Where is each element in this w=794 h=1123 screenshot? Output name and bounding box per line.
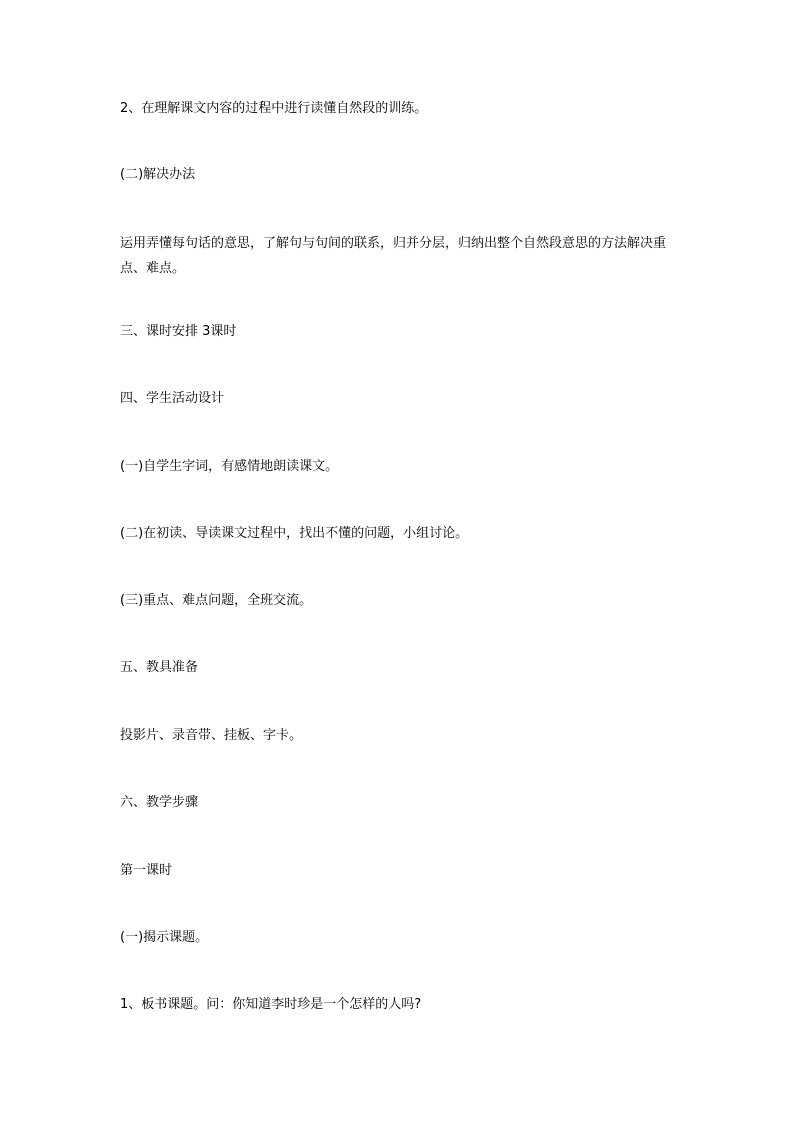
paragraph-board-title: 1、板书课题。问：你知道李时珍是一个怎样的人吗?	[120, 997, 422, 1012]
heading-teaching-steps: 六、教学步骤	[120, 795, 199, 810]
heading-first-lesson: 第一课时	[120, 863, 173, 878]
activity-item-3: (三)重点、难点问题，全班交流。	[120, 593, 313, 608]
heading-student-activities: 四、学生活动设计	[120, 391, 225, 406]
heading-reveal-topic: (一)揭示课题。	[120, 930, 209, 945]
heading-teaching-aids: 五、教具准备	[120, 660, 199, 675]
heading-solution: (二)解决办法	[120, 167, 196, 182]
heading-class-schedule: 三、课时安排 3课时	[120, 324, 237, 339]
activity-item-1: (一)自学生字词，有感情地朗读课文。	[120, 459, 339, 474]
paragraph-training-goal: 2、在理解课文内容的过程中进行读懂自然段的训练。	[120, 101, 428, 116]
activity-item-2: (二)在初读、导读课文过程中，找出不懂的问题，小组讨论。	[120, 526, 469, 541]
paragraph-method: 运用弄懂每句话的意思，了解句与句间的联系，归并分层，归纳出整个自然段意思的方法解决重点、难点。	[120, 236, 667, 276]
paragraph-teaching-aids: 投影片、录音带、挂板、字卡。	[120, 728, 303, 743]
